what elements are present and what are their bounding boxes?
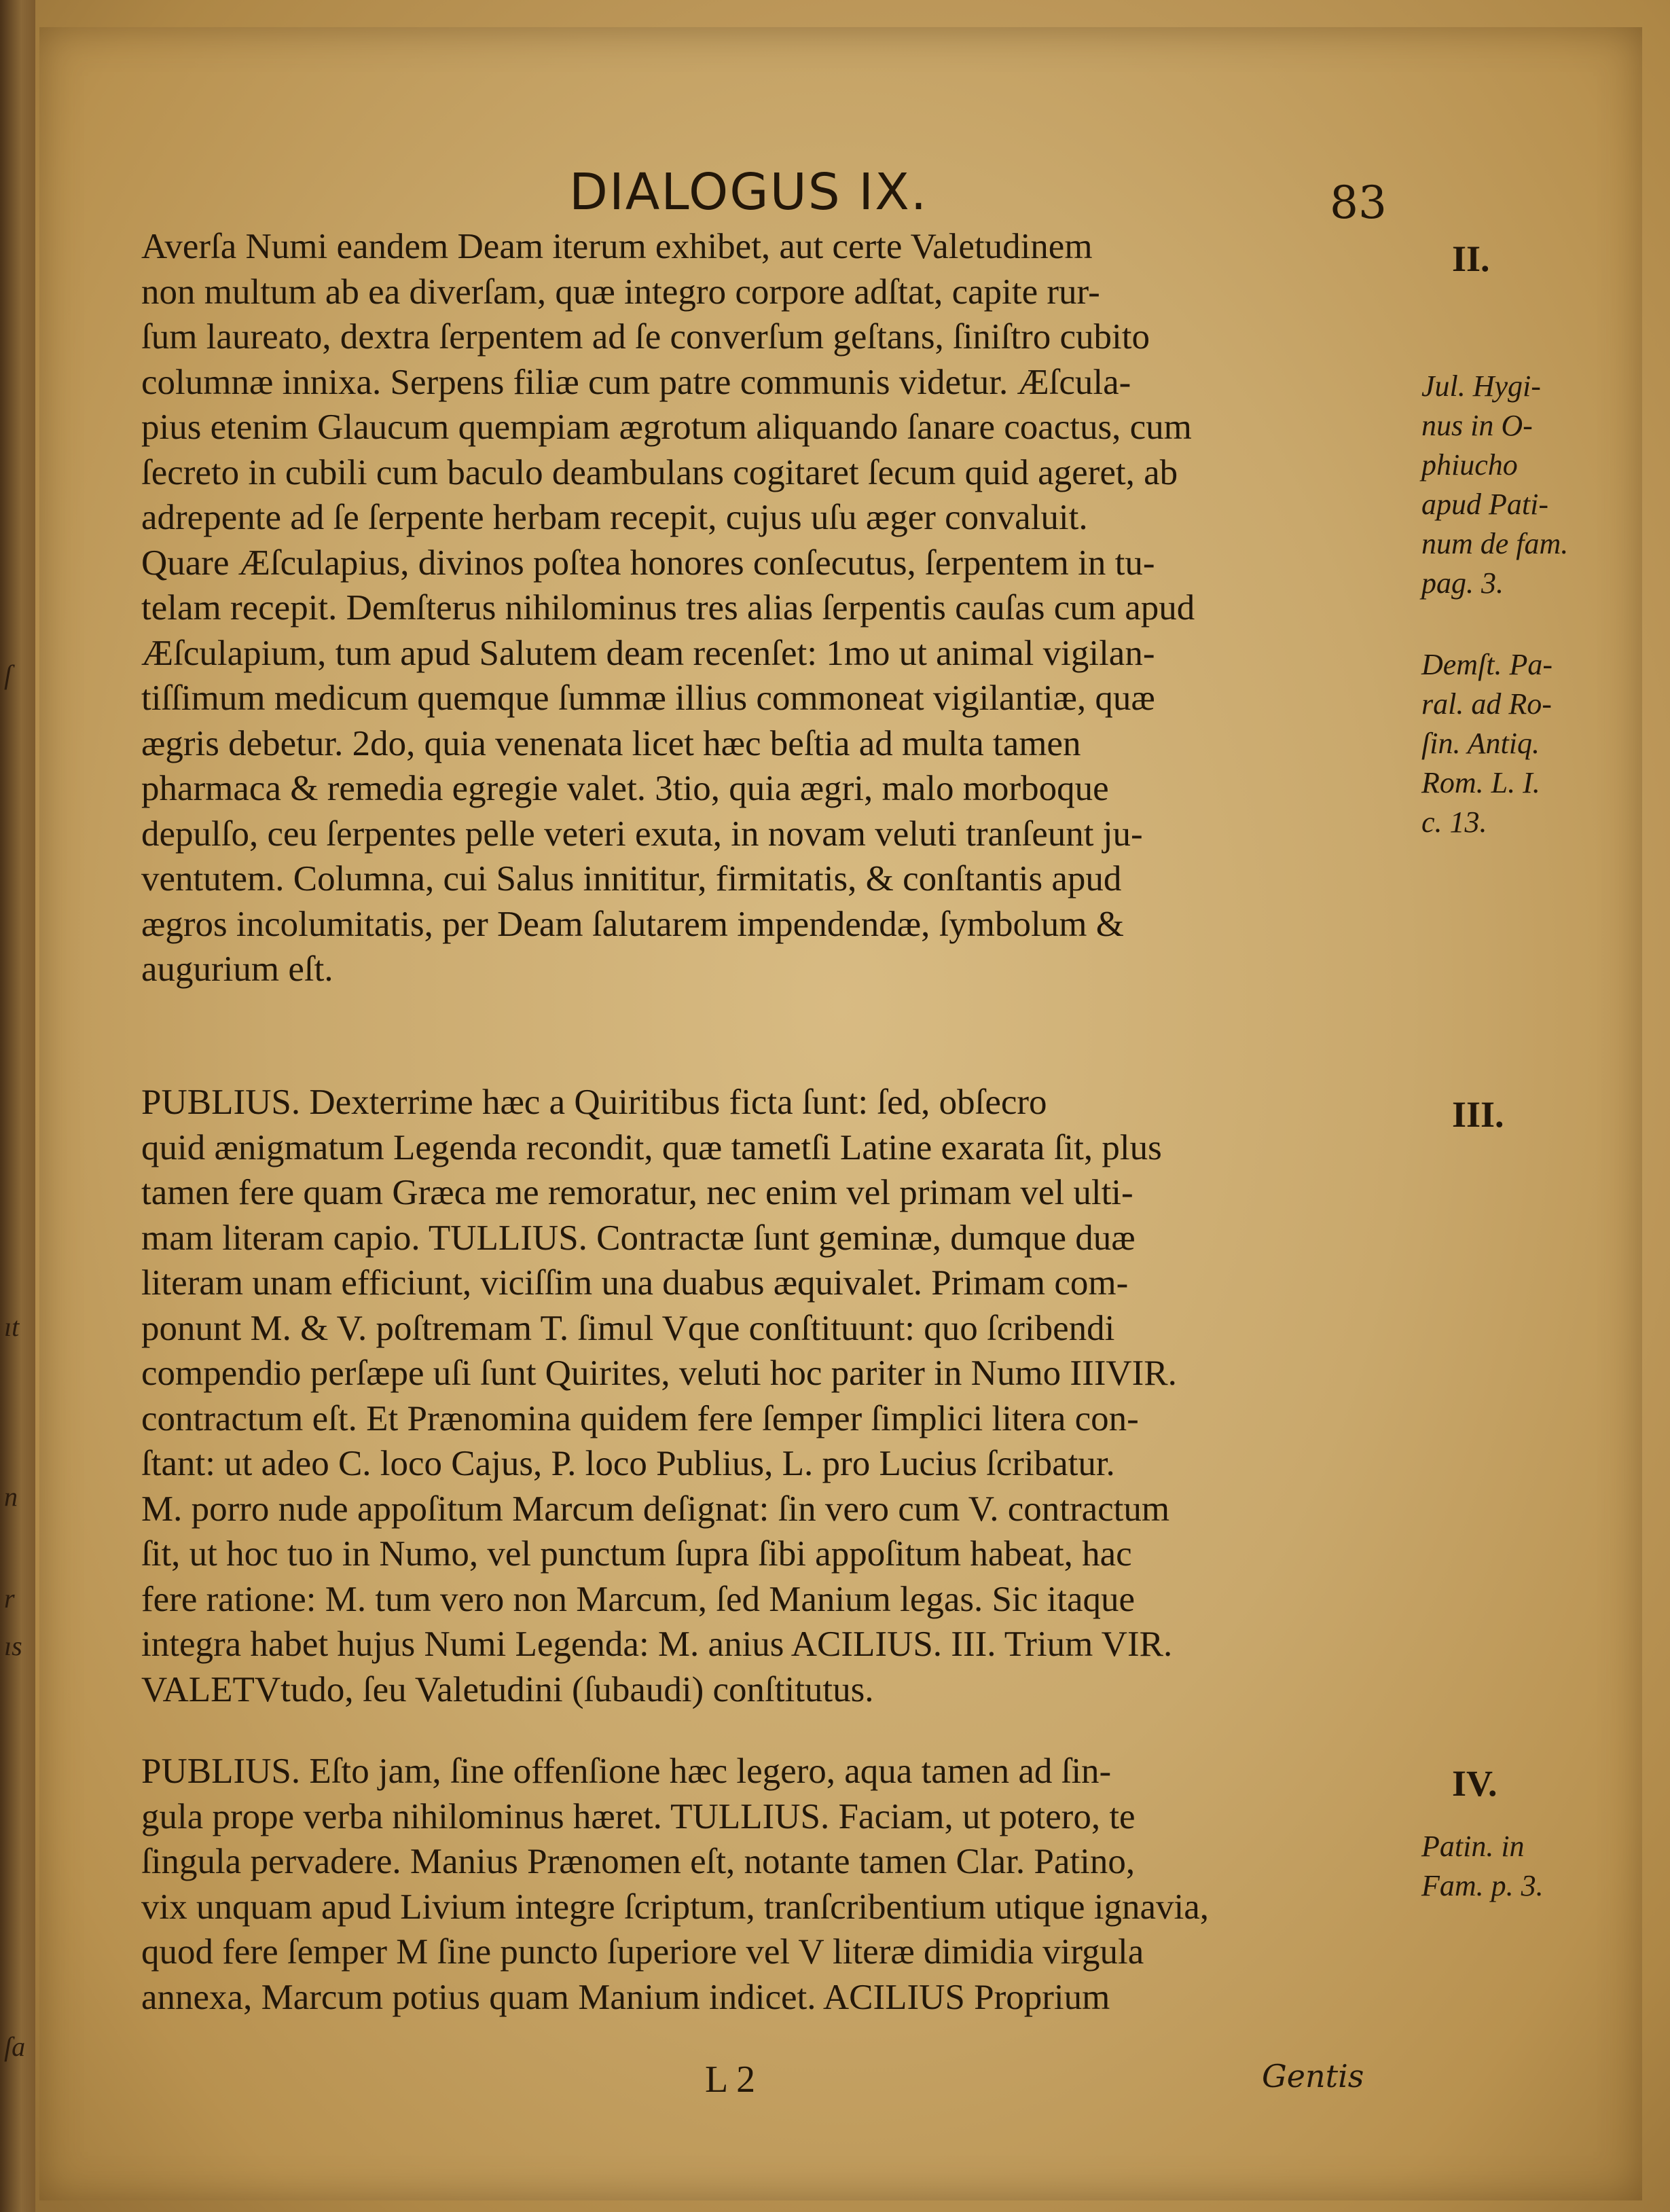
facing-page-fragment: ıs: [4, 1631, 22, 1661]
text-line: ſingula pervadere. Manius Prænomen eſt, notante tamen Clar. Patino,: [141, 1842, 1136, 1881]
text-line: literam unam efficiunt, viciſſim una duabus æquivalet. Primam com-: [141, 1263, 1129, 1303]
text-line: adrepente ad ſe ſerpente herbam recepit, cujus uſu æger convaluit.: [141, 498, 1088, 537]
text-line: contractum eſt. Et Prænomina quidem fere ſemper ſimplici litera con-: [141, 1398, 1139, 1438]
facing-page-fragment: ıt: [4, 1311, 20, 1342]
text-line: pius etenim Glaucum quempiam ægrotum aliquando ſanare coactus, cum: [141, 407, 1192, 447]
text-line: integra habet hujus Numi Legenda: M. anius ACILIUS. III. Trium VIR.: [141, 1625, 1173, 1664]
marginal-note-patin: [1421, 1827, 1591, 1906]
text-line: Æſculapium, tum apud Salutem deam recenſet: 1mo ut animal vigilan-: [141, 633, 1155, 673]
text-line: non multum ab ea diverſam, quæ integro corpore adſtat, capite rur-: [141, 272, 1100, 312]
marginal-note-line: Patin. in: [1421, 1830, 1525, 1863]
paragraph-2: [141, 1080, 1418, 1712]
paragraph-3: [141, 1749, 1418, 2020]
text-line: Quare Æſculapius, divinos poſtea honores conſecutus, ſerpentem in tu-: [141, 543, 1155, 583]
text-line: augurium eſt.: [141, 949, 333, 989]
text-line: annexa, Marcum potius quam Manium indicet. ACILIUS Proprium: [141, 1977, 1110, 2017]
book-page: [39, 27, 1642, 2200]
facing-page-fragment: r: [4, 1583, 15, 1614]
margin-numeral-ii: II.: [1452, 238, 1490, 279]
text-line: ægros incolumitatis, per Deam ſalutarem impendendæ, ſymbolum &: [141, 904, 1124, 944]
text-line: mam literam capio. TULLIUS. Contractæ ſunt geminæ, dumque duæ: [141, 1218, 1136, 1258]
margin-numeral-iv: IV.: [1452, 1763, 1497, 1804]
text-line: ventutem. Columna, cui Salus innititur, firmitatis, & conſtantis apud: [141, 859, 1122, 899]
marginal-note-hyginus: [1421, 367, 1591, 603]
text-line: ægris debetur. 2do, quia venenata licet hæc beſtia ad multa tamen: [141, 723, 1081, 763]
text-line: quid ænigmatum Legenda recondit, quæ tametſi Latine exarata ſit, plus: [141, 1127, 1162, 1167]
marginal-note-line: c. 13.: [1421, 805, 1487, 839]
text-line: ponunt M. & V. poſtremam T. ſimul Vque conſtituunt: quo ſcribendi: [141, 1308, 1115, 1348]
text-line: pharmaca & remedia egregie valet. 3tio, quia ægri, malo morboque: [141, 769, 1109, 808]
marginal-note-line: apud Pati-: [1421, 488, 1548, 521]
marginal-note-line: Fam. p. 3.: [1421, 1869, 1544, 1902]
text-line: telam recepit. Demſterus nihilominus tres alias ſerpentis cauſas cum apud: [141, 588, 1195, 628]
marginal-note-line: Jul. Hygi-: [1421, 369, 1541, 403]
text-line: columnæ innixa. Serpens filiæ cum patre communis videtur. Æſcula-: [141, 362, 1131, 402]
text-line: tiſſimum medicum quemque ſummæ illius commoneat vigilantiæ, quæ: [141, 678, 1155, 718]
text-line: fere ratione: M. tum vero non Marcum, ſed Manium legas. Sic itaque: [141, 1579, 1135, 1619]
text-line: VALETVtudo, ſeu Valetudini (ſubaudi) conſtitutus.: [141, 1669, 874, 1709]
marginal-note-line: ral. ad Ro-: [1421, 687, 1552, 721]
facing-page-edge: [0, 0, 35, 2212]
marginal-note-line: Demſt. Pa-: [1421, 648, 1553, 681]
text-line: compendio perſæpe uſi ſunt Quirites, veluti hoc pariter in Numo IIIVIR.: [141, 1354, 1177, 1393]
marginal-note-line: phiucho: [1421, 448, 1518, 482]
marginal-note-line: pag. 3.: [1421, 566, 1504, 600]
paragraph-1: [141, 224, 1418, 992]
text-line: PUBLIUS. Eſto jam, ſine offenſione hæc legero, aqua tamen ad ſin-: [141, 1752, 1112, 1791]
marginal-note-line: Rom. L. I.: [1421, 766, 1540, 799]
text-line: tamen fere quam Græca me remoratur, nec enim vel primam vel ulti-: [141, 1173, 1133, 1212]
marginal-note-dempster: [1421, 645, 1591, 842]
margin-numeral-iii: III.: [1452, 1094, 1504, 1135]
marginal-note-line: nus in O-: [1421, 409, 1533, 442]
running-header: [39, 129, 1642, 229]
text-line: ſit, ut hoc tuo in Numo, vel punctum ſupra ſibi appoſitum habeat, hac: [141, 1534, 1132, 1574]
text-line: quod fere ſemper M ſine puncto ſuperiore vel V literæ dimidia virgula: [141, 1932, 1144, 1972]
page-title: DIALOGUS IX.: [569, 163, 928, 221]
marginal-note-line: num de fam.: [1421, 527, 1569, 560]
text-line: M. porro nude appoſitum Marcum deſignat: ſin vero cum V. contractum: [141, 1489, 1170, 1529]
text-line: ſum laureato, dextra ſerpentem ad ſe converſum geſtans, ſiniſtro cubito: [141, 317, 1150, 357]
marginal-note-line: ſin. Antiq.: [1421, 727, 1540, 760]
text-line: gula prope verba nihilominus hæret. TULLIUS. Faciam, ut potero, te: [141, 1796, 1136, 1836]
page-number: 83: [1330, 177, 1387, 229]
catchword: Gentis: [1262, 2058, 1364, 2095]
facing-page-fragment: ſa: [4, 2031, 26, 2062]
text-line: vix unquam apud Livium integre ſcriptum, tranſcribentium utique ignavia,: [141, 1887, 1209, 1927]
signature-mark: L 2: [705, 2059, 756, 2101]
text-line: depulſo, ceu ſerpentes pelle veteri exuta, in novam veluti tranſeunt ju-: [141, 814, 1143, 854]
text-line: ſecreto in cubili cum baculo deambulans cogitaret ſecum quid ageret, ab: [141, 452, 1178, 492]
text-line: ſtant: ut adeo C. loco Cajus, P. loco Publius, L. pro Lucius ſcribatur.: [141, 1444, 1115, 1483]
text-line: Averſa Numi eandem Deam iterum exhibet, aut certe Valetudinem: [141, 227, 1093, 266]
text-line: PUBLIUS. Dexterrime hæc a Quiritibus ficta ſunt: ſed, obſecro: [141, 1083, 1047, 1122]
facing-page-fragment: ſ: [4, 659, 12, 690]
facing-page-fragment: n: [4, 1481, 18, 1512]
